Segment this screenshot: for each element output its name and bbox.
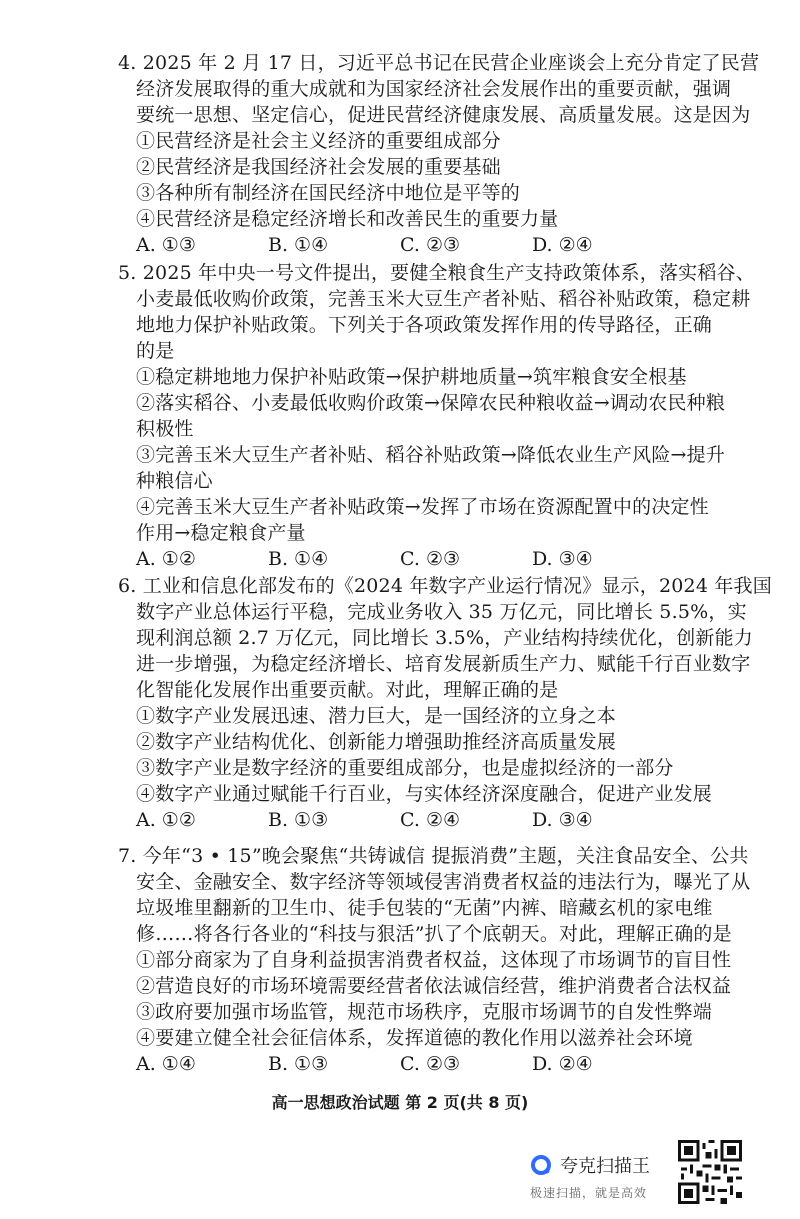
answer-choices [118,1051,698,1077]
quark-logo-icon [530,1154,552,1176]
question-4 [118,50,760,258]
question-stem-line: 修……将各行各业的“科技与狠活”扒了个底朝天。对此，理解正确的是 [136,923,732,945]
option-line: ④要建立健全社会征信体系，发挥道德的教化作用以滋养社会环境 [136,1027,693,1049]
qr-code-icon [678,1140,742,1204]
option-line: ①部分商家为了自身利益损害消费者权益，这体现了市场调节的盲目性 [136,949,732,971]
choice-a: A. ①② [136,809,196,831]
choice-b: B. ①③ [268,809,329,831]
watermark-brand-name: 夸克扫描王 [560,1156,650,1177]
choice-c: C. ②③ [400,234,461,256]
choice-a: A. ①③ [136,234,196,256]
choice-d: D. ②④ [532,1053,593,1075]
option-line: ①民营经济是社会主义经济的重要组成部分 [136,130,501,152]
option-line: ③完善玉米大豆生产者补贴、稻谷补贴政策→降低农业生产风险→提升 [136,444,726,466]
option-line: ②营造良好的市场环境需要经营者依法诚信经营，维护消费者合法权益 [136,975,732,997]
watermark-slogan: 极速扫描，就是高效 [530,1186,648,1200]
question-stem-line: 进一步增强，为稳定经济增长、培育发展新质生产力、赋能千行百业数字 [136,653,751,675]
option-line: ④完善玉米大豆生产者补贴政策→发挥了市场在资源配置中的决定性 [136,496,709,518]
choice-d: D. ②④ [532,234,593,256]
question-stem-line: 经济发展取得的重大成就和为国家经济社会发展作出的重要贡献，强调 [136,78,732,100]
choice-a: A. ①④ [136,1053,196,1075]
question-stem-line: 5. 2025 年中央一号文件提出，要健全粮食生产支持政策体系，落实稻谷、 [118,262,755,284]
question-stem-line: 数字产业总体运行平稳，完成业务收入 35 万亿元，同比增长 5.5%，实 [136,601,747,623]
option-line: 积极性 [136,418,194,440]
question-stem-line: 化智能化发展作出重要贡献。对此，理解正确的是 [136,679,559,701]
question-stem-line: 现利润总额 2.7 万亿元，同比增长 3.5%，产业结构持续优化，创新能力 [136,627,754,649]
question-stem-line: 7. 今年“3 • 15”晚会聚焦“共铸诚信 提振消费”主题，关注食品安全、公共 [118,845,749,867]
option-line: ①数字产业发展迅速、潜力巨大，是一国经济的立身之本 [136,705,617,727]
option-line: 种粮信心 [136,470,213,492]
question-6 [118,573,772,833]
choice-c: C. ②④ [400,809,461,831]
question-stem-line: 小麦最低收购价政策，完善玉米大豆生产者补贴、稻谷补贴政策，稳定耕 [136,288,751,310]
question-7 [118,843,751,1077]
option-line: ③数字产业是数字经济的重要组成部分，也是虚拟经济的一部分 [136,757,674,779]
choice-d: D. ③④ [532,548,593,570]
scanner-watermark [530,1148,680,1208]
question-stem-line: 要统一思想、坚定信心，促进民营经济健康发展、高质量发展。这是因为 [136,104,751,126]
answer-choices [118,232,698,258]
option-line: ③各种所有制经济在国民经济中地位是平等的 [136,182,521,204]
question-stem-line: 6. 工业和信息化部发布的《2024 年数字产业运行情况》显示，2024 年我国 [118,575,772,597]
question-stem-line: 安全、金融安全、数字经济等领域侵害消费者权益的违法行为，曝光了从 [136,871,751,893]
option-line: ④民营经济是稳定经济增长和改善民生的重要力量 [136,208,559,230]
question-5 [118,260,755,572]
question-stem-line: 4. 2025 年 2 月 17 日，习近平总书记在民营企业座谈会上充分肯定了民营 [118,52,760,74]
option-line: ③政府要加强市场监管，规范市场秩序，克服市场调节的自发性弊端 [136,1001,713,1023]
choice-a: A. ①② [136,548,196,570]
page-footer: 高一思想政治试题 第 2 页(共 8 页) [271,1093,529,1112]
question-stem-line: 垃圾堆里翻新的卫生巾、徒手包装的“无菌”内裤、暗藏玄机的家电维 [136,897,713,919]
answer-choices [118,807,698,833]
choice-c: C. ②③ [400,548,461,570]
choice-d: D. ③④ [532,809,593,831]
choice-b: B. ①④ [268,548,329,570]
option-line: ②数字产业结构优化、创新能力增强助推经济高质量发展 [136,731,617,753]
question-stem-line: 的是 [136,340,175,362]
choice-b: B. ①③ [268,1053,329,1075]
option-line: ②落实稻谷、小麦最低收购价政策→保障农民种粮收益→调动农民种粮 [136,392,726,414]
option-line: ④数字产业通过赋能千行百业，与实体经济深度融合，促进产业发展 [136,783,713,805]
question-stem-line: 地地力保护补贴政策。下列关于各项政策发挥作用的传导路径，正确 [136,314,713,336]
option-line: 作用→稳定粮食产量 [136,522,306,544]
choice-b: B. ①④ [268,234,329,256]
choice-c: C. ②③ [400,1053,461,1075]
answer-choices [118,546,698,572]
option-line: ②民营经济是我国经济社会发展的重要基础 [136,156,501,178]
option-line: ①稳定耕地地力保护补贴政策→保护耕地质量→筑牢粮食安全根基 [136,366,687,388]
